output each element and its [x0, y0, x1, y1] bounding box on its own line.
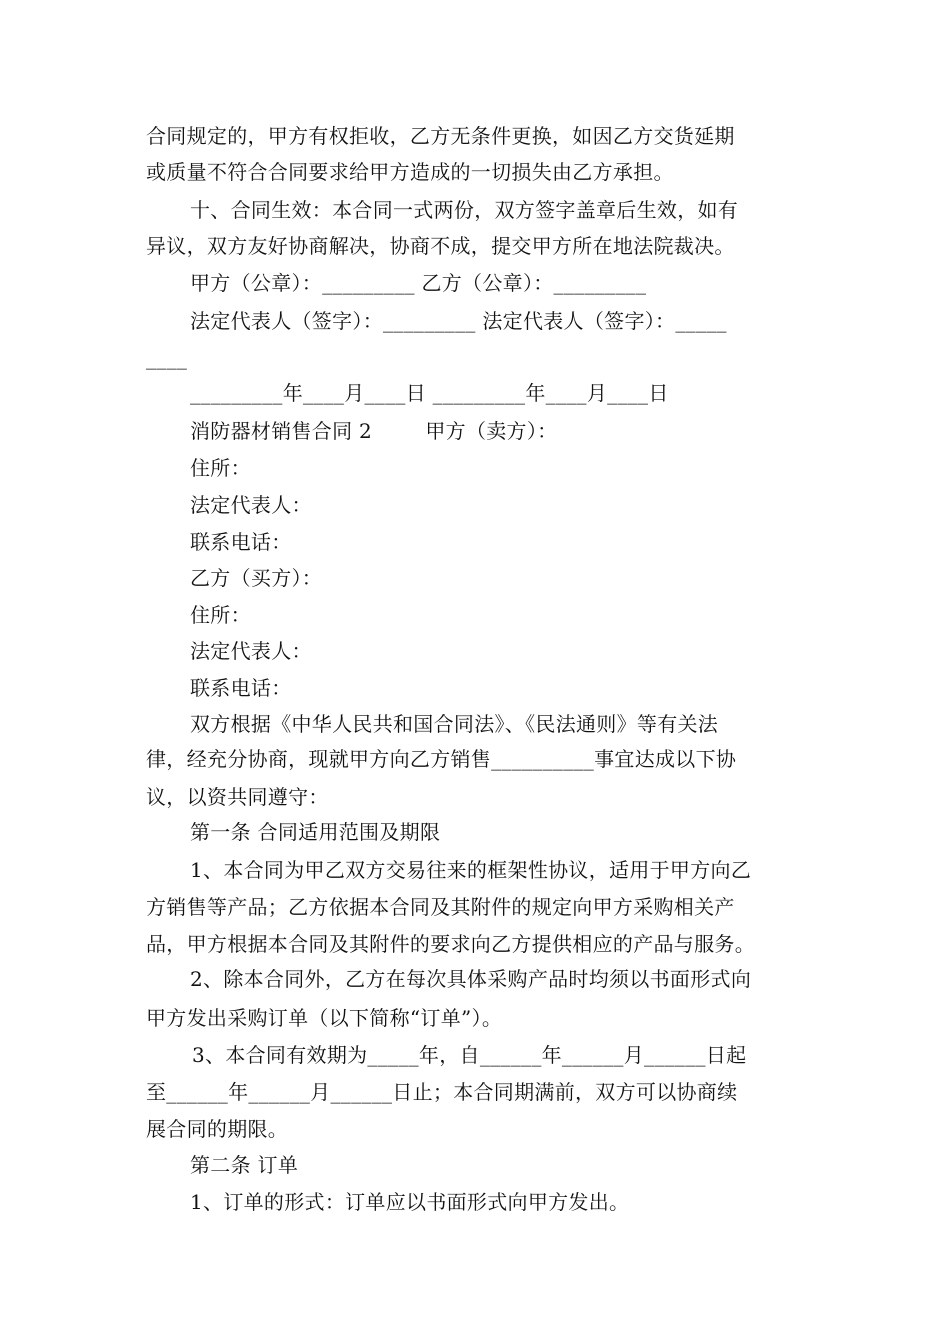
- text-line: 议，以资共同遵守：: [146, 785, 329, 809]
- text-line: 住所：: [190, 603, 251, 627]
- article-heading-1: 第一条 合同适用范围及期限: [190, 820, 441, 844]
- text-line: 住所：: [190, 456, 251, 480]
- text-line: 乙方（买方）：: [190, 566, 323, 590]
- text-line: 2、除本合同外，乙方在每次具体采购产品时均须以书面形式向: [190, 967, 752, 991]
- text-line: 十、合同生效：本合同一式两份，双方签字盖章后生效，如有: [190, 198, 739, 222]
- text-line: 1、订单的形式：订单应以书面形式向甲方发出。: [190, 1190, 630, 1214]
- text-line: 1、本合同为甲乙双方交易往来的框架性协议，适用于甲方向乙: [190, 858, 752, 882]
- text-line: 或质量不符合合同要求给甲方造成的一切损失由乙方承担。: [146, 160, 674, 184]
- article-heading-2: 第二条 订单: [190, 1153, 299, 1177]
- signature-line-representatives: 法定代表人（签字）：_________ 法定代表人（签字）：_____: [190, 309, 727, 333]
- text-line: 合同规定的，甲方有权拒收，乙方无条件更换，如因乙方交货延期: [146, 124, 735, 148]
- text-line: 律，经充分协商，现就甲方向乙方销售__________事宜达成以下协: [146, 747, 737, 771]
- date-line: _________年____月____日 _________年____月____日: [190, 381, 669, 405]
- text-line: 甲方发出采购订单（以下简称“订单”）。: [146, 1006, 503, 1030]
- text-line: 法定代表人：: [190, 639, 312, 663]
- text-line: 品，甲方根据本合同及其附件的要求向乙方提供相应的产品与服务。: [146, 932, 755, 956]
- text-line: 法定代表人：: [190, 493, 312, 517]
- text-line: 联系电话：: [190, 676, 292, 700]
- text-line: 展合同的期限。: [146, 1117, 289, 1141]
- text-line: ____: [146, 346, 188, 370]
- signature-line-party-a-b: 甲方（公章）：_________ 乙方（公章）：_________: [190, 271, 647, 295]
- text-line: 双方根据《中华人民共和国合同法》、《民法通则》等有关法: [190, 712, 719, 736]
- text-line: 异议，双方友好协商解决，协商不成，提交甲方所在地法院裁决。: [146, 234, 735, 258]
- text-line: 至______年______月______日止；本合同期满前，双方可以协商续: [146, 1080, 738, 1104]
- text-line: 3、本合同有效期为_____年，自______年______月______日起: [192, 1043, 747, 1067]
- text-line: 方销售等产品；乙方依据本合同及其附件的规定向甲方采购相关产: [146, 895, 735, 919]
- text-line: 联系电话：: [190, 530, 292, 554]
- section-title-contract-2: 消防器材销售合同 2 甲方（卖方）：: [190, 419, 558, 443]
